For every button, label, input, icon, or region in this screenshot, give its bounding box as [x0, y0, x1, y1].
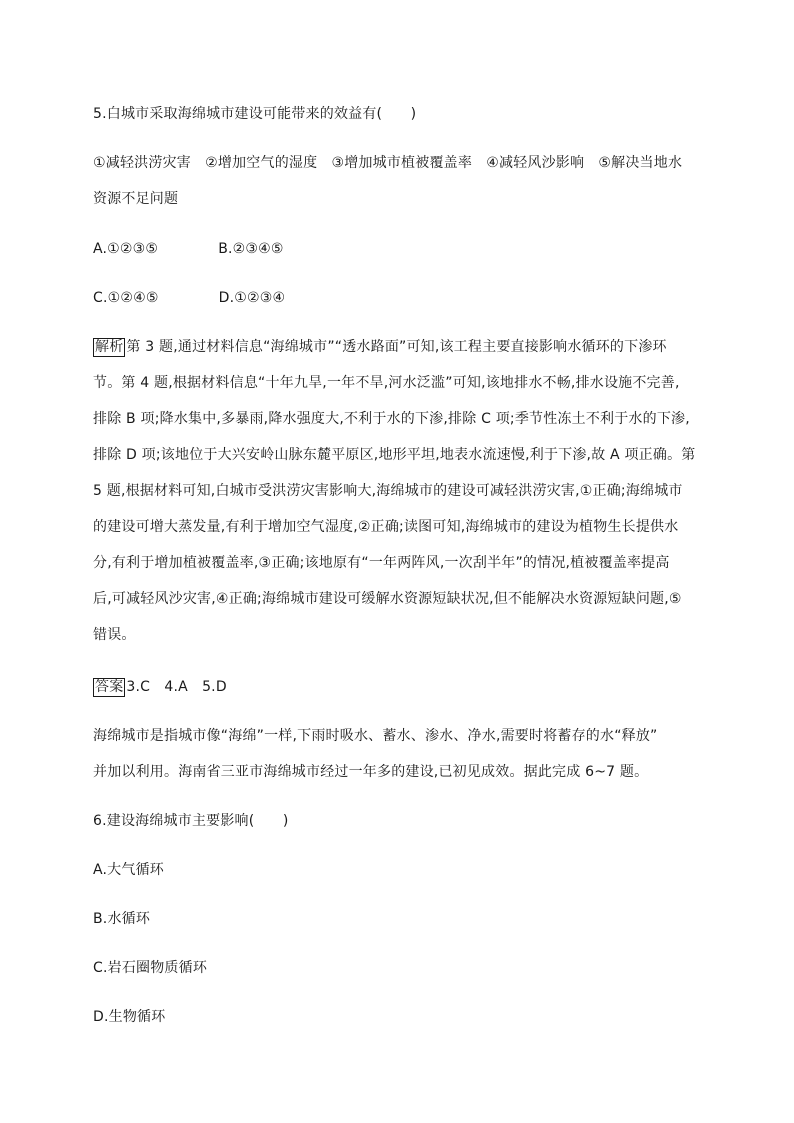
question-5-statements-line-1: ①减轻洪涝灾害 ②增加空气的湿度 ③增加城市植被覆盖率 ④减轻风沙影响 ⑤解决当地水 [93, 155, 683, 171]
question-6-option-d: D.生物循环 [93, 1009, 166, 1025]
analysis-line-1 [93, 337, 667, 357]
analysis-line-4: 排除 D 项;该地位于大兴安岭山脉东麓平原区,地形平坦,地表水流速慢,利于下渗,故 A 项正确。第 [93, 447, 696, 463]
answer-text: 3.C 4.A 5.D [126, 679, 227, 695]
question-6-option-a: A.大气循环 [93, 862, 164, 878]
material-line-1: 海绵城市是指城市像“海绵”一样,下雨时吸水、蓄水、渗水、净水,需要时将蓄存的水“释放” [93, 728, 658, 744]
question-5-options-row-2 [93, 288, 285, 308]
answer-label: 答案 [95, 679, 124, 695]
question-6-option-b: B.水循环 [93, 911, 151, 927]
analysis-line-9: 错误。 [93, 627, 136, 643]
question-6-option-c: C.岩石圈物质循环 [93, 960, 208, 976]
option-a: A.①②③⑤ [93, 241, 159, 257]
analysis-line-8: 后,可减轻风沙灾害,④正确;海绵城市建设可缓解水资源短缺状况,但不能解决水资源短缺问题,⑤ [93, 591, 682, 607]
question-5-statements-line-2: 资源不足问题 [93, 191, 179, 207]
material-line-2: 并加以利用。海南省三亚市海绵城市经过一年多的建设,已初见成效。据此完成 6~7 题。 [93, 764, 649, 780]
analysis-text: 第 3 题,通过材料信息“海绵城市”“透水路面”可知,该工程主要直接影响水循环的下渗环 [126, 339, 667, 355]
option-d: D.①②③④ [218, 290, 286, 306]
answer-line [93, 677, 227, 697]
analysis-line-7: 分,有利于增加植被覆盖率,③正确;该地原有“一年两阵风,一次刮半年”的情况,植被覆盖率提高 [93, 555, 670, 571]
analysis-line-6: 的建设可增大蒸发量,有利于增加空气湿度,②正确;读图可知,海绵城市的建设为植物生长提供水 [93, 519, 679, 535]
analysis-label: 解析 [95, 339, 124, 355]
question-5-options-row-1 [93, 239, 284, 259]
analysis-line-2: 节。第 4 题,根据材料信息“十年九旱,一年不旱,河水泛滥”可知,该地排水不畅,排水设施不完善, [93, 375, 680, 391]
question-6-stem: 6.建设海绵城市主要影响( ) [93, 813, 289, 829]
analysis-line-3: 排除 B 项;降水集中,多暴雨,降水强度大,不利于水的下渗,排除 C 项;季节性冻土不利于水的下渗, [93, 411, 690, 427]
question-5-stem: 5.白城市采取海绵城市建设可能带来的效益有( ) [93, 106, 417, 122]
option-c: C.①②④⑤ [93, 290, 159, 306]
analysis-line-5: 5 题,根据材料可知,白城市受洪涝灾害影响大,海绵城市的建设可减轻洪涝灾害,①正确;海绵城市 [93, 483, 683, 499]
option-b: B.②③④⑤ [218, 241, 284, 257]
